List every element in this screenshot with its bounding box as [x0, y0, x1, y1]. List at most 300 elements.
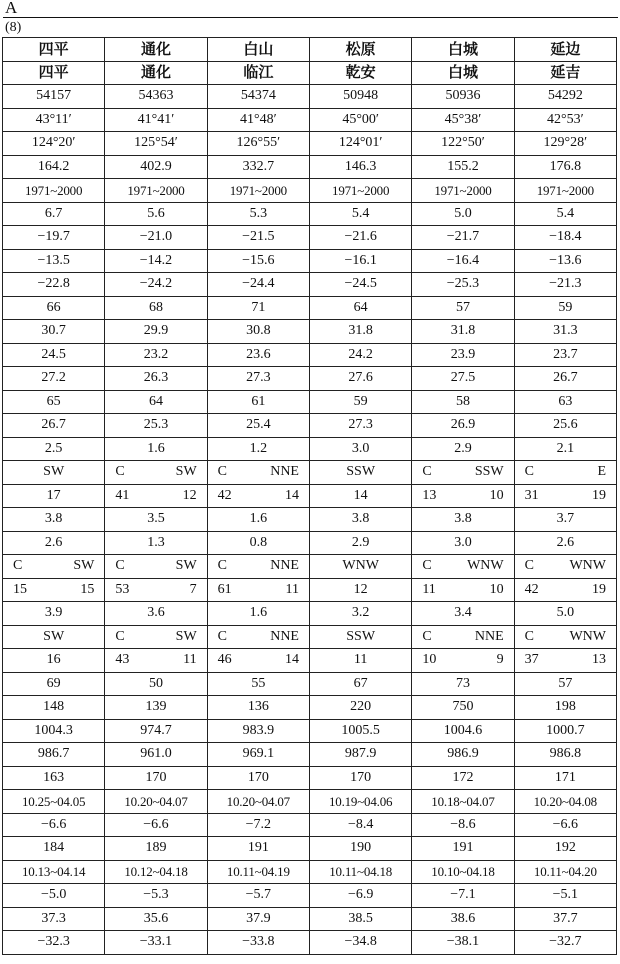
paired-values — [517, 630, 614, 644]
table-cell — [207, 625, 309, 649]
table-cell: 54374 — [207, 85, 309, 109]
table-cell: 191 — [207, 837, 309, 861]
section-label: (8) — [5, 20, 22, 35]
table-cell — [207, 555, 309, 579]
table-cell: 50948 — [309, 85, 411, 109]
paired-values — [107, 559, 204, 573]
cell-part: 43 — [115, 652, 130, 668]
cell-part: C — [422, 464, 432, 480]
table-cell: 59 — [309, 390, 411, 414]
table-cell: 987.9 — [309, 743, 411, 767]
table-cell: 73 — [412, 672, 514, 696]
paired-values — [517, 653, 614, 667]
cell-part: 7 — [189, 581, 197, 597]
table-cell: −5.7 — [207, 884, 309, 908]
table-row — [3, 367, 617, 391]
table-row — [3, 484, 617, 508]
table-body — [3, 38, 617, 955]
table-cell: 通化 — [105, 61, 207, 85]
paired-values — [107, 583, 204, 597]
table-cell: 41°41′ — [105, 108, 207, 132]
table-cell: 25.4 — [207, 414, 309, 438]
paired-values — [414, 559, 511, 573]
table-cell: 61 — [207, 390, 309, 414]
table-cell: SW — [3, 625, 105, 649]
table-cell: 2.5 — [3, 437, 105, 461]
table-cell — [207, 649, 309, 673]
table-cell: 66 — [3, 296, 105, 320]
paired-values — [414, 489, 511, 503]
cell-part: SW — [175, 628, 197, 644]
table-cell — [412, 625, 514, 649]
cell-part: 11 — [183, 652, 197, 668]
table-cell: 969.1 — [207, 743, 309, 767]
table-cell: 2.1 — [514, 437, 616, 461]
paired-values — [517, 583, 614, 597]
table-cell: 220 — [309, 696, 411, 720]
table-cell: 54157 — [3, 85, 105, 109]
table-cell: 176.8 — [514, 155, 616, 179]
cell-part: WNW — [569, 558, 606, 574]
table-cell: 10.20~04.07 — [207, 790, 309, 814]
table-cell: 四平 — [3, 61, 105, 85]
table-cell: 172 — [412, 766, 514, 790]
cell-part: WNW — [569, 628, 606, 644]
table-cell: −38.1 — [412, 931, 514, 955]
table-cell: −14.2 — [105, 249, 207, 273]
table-cell: 38.5 — [309, 907, 411, 931]
table-cell: 3.8 — [412, 508, 514, 532]
paired-values — [5, 559, 102, 573]
table-cell: 10.11~04.19 — [207, 860, 309, 884]
table-cell: 26.3 — [105, 367, 207, 391]
cell-part: 37 — [524, 652, 539, 668]
table-cell: −7.1 — [412, 884, 514, 908]
cell-part: 11 — [422, 581, 436, 597]
table-cell: 1971~2000 — [514, 179, 616, 203]
table-cell: 57 — [412, 296, 514, 320]
cell-part: 10 — [489, 581, 504, 597]
cell-part: 19 — [592, 581, 606, 597]
table-row — [3, 155, 617, 179]
table-cell: 10.19~04.06 — [309, 790, 411, 814]
table-cell: −6.6 — [105, 813, 207, 837]
table-cell: 10.18~04.07 — [412, 790, 514, 814]
table-cell: −33.1 — [105, 931, 207, 955]
table-cell: 1.6 — [207, 508, 309, 532]
table-row — [3, 649, 617, 673]
table-cell: 延吉 — [514, 61, 616, 85]
cell-part: 12 — [182, 487, 197, 503]
table-cell: 146.3 — [309, 155, 411, 179]
table-cell: 986.8 — [514, 743, 616, 767]
table-cell: 126°55′ — [207, 132, 309, 156]
table-cell: 50936 — [412, 85, 514, 109]
table-cell: 65 — [3, 390, 105, 414]
table-cell: 27.3 — [309, 414, 411, 438]
cell-part: 46 — [217, 652, 232, 668]
cell-part: C — [217, 558, 227, 574]
table-cell: −5.1 — [514, 884, 616, 908]
table-cell: −21.0 — [105, 226, 207, 250]
table-cell: 31.3 — [514, 320, 616, 344]
table-cell: −7.2 — [207, 813, 309, 837]
table-cell: 170 — [309, 766, 411, 790]
table-cell: 5.4 — [309, 202, 411, 226]
table-row — [3, 625, 617, 649]
table-row — [3, 578, 617, 602]
table-row — [3, 61, 617, 85]
cell-part: 42 — [217, 487, 232, 503]
cell-part: C — [422, 558, 432, 574]
table-cell — [412, 578, 514, 602]
table-cell: 54363 — [105, 85, 207, 109]
corner-label: A — [5, 0, 18, 17]
table-cell: 3.4 — [412, 602, 514, 626]
table-cell: 2.6 — [514, 531, 616, 555]
cell-part: NNE — [270, 628, 299, 644]
table-cell: 57 — [514, 672, 616, 696]
table-row — [3, 343, 617, 367]
table-cell: −16.1 — [309, 249, 411, 273]
table-cell: 5.4 — [514, 202, 616, 226]
table-cell: 12 — [309, 578, 411, 602]
table-cell: −16.4 — [412, 249, 514, 273]
table-cell: 58 — [412, 390, 514, 414]
table-cell: 1.2 — [207, 437, 309, 461]
table-cell: 3.5 — [105, 508, 207, 532]
table-cell — [3, 555, 105, 579]
table-cell: 27.3 — [207, 367, 309, 391]
table-cell: 974.7 — [105, 719, 207, 743]
table-cell: 23.6 — [207, 343, 309, 367]
table-cell: 10.11~04.18 — [309, 860, 411, 884]
table-cell: 23.9 — [412, 343, 514, 367]
table-cell: 30.8 — [207, 320, 309, 344]
table-row — [3, 296, 617, 320]
table-cell: 10.11~04.20 — [514, 860, 616, 884]
paired-values — [414, 653, 511, 667]
table-row — [3, 390, 617, 414]
paired-values — [107, 653, 204, 667]
table-cell — [514, 555, 616, 579]
table-cell — [514, 578, 616, 602]
cell-part: C — [524, 464, 534, 480]
table-row — [3, 249, 617, 273]
table-cell: 402.9 — [105, 155, 207, 179]
table-cell — [412, 555, 514, 579]
table-cell: 24.2 — [309, 343, 411, 367]
table-cell: −5.0 — [3, 884, 105, 908]
paired-values — [5, 583, 102, 597]
table-row — [3, 85, 617, 109]
table-cell: 23.7 — [514, 343, 616, 367]
paired-values — [107, 630, 204, 644]
cell-part: 31 — [524, 487, 539, 503]
table-cell: 30.7 — [3, 320, 105, 344]
table-cell: −18.4 — [514, 226, 616, 250]
cell-part: SSW — [474, 464, 504, 480]
table-cell: SSW — [309, 461, 411, 485]
table-cell: −24.4 — [207, 273, 309, 297]
table-cell: 3.7 — [514, 508, 616, 532]
cell-part: NNE — [270, 464, 299, 480]
table-cell: 白城 — [412, 61, 514, 85]
table-row — [3, 672, 617, 696]
table-cell: −13.6 — [514, 249, 616, 273]
table-cell: 125°54′ — [105, 132, 207, 156]
table-cell: 67 — [309, 672, 411, 696]
table-cell: 42°53′ — [514, 108, 616, 132]
table-cell: 17 — [3, 484, 105, 508]
table-row — [3, 273, 617, 297]
table-row — [3, 437, 617, 461]
table-cell: 26.9 — [412, 414, 514, 438]
table-cell: 16 — [3, 649, 105, 673]
cell-part: C — [115, 464, 125, 480]
cell-part: C — [13, 558, 23, 574]
table-cell: 6.7 — [3, 202, 105, 226]
table-row — [3, 179, 617, 203]
table-cell: 25.3 — [105, 414, 207, 438]
table-cell: 750 — [412, 696, 514, 720]
table-cell — [412, 484, 514, 508]
table-cell: 68 — [105, 296, 207, 320]
table-cell: 986.9 — [412, 743, 514, 767]
table-cell: −6.6 — [3, 813, 105, 837]
table-cell: −8.6 — [412, 813, 514, 837]
table-cell: −8.4 — [309, 813, 411, 837]
table-cell: 5.3 — [207, 202, 309, 226]
paired-values — [210, 559, 307, 573]
table-cell: 1.6 — [207, 602, 309, 626]
table-cell: 24.5 — [3, 343, 105, 367]
table-cell: 1971~2000 — [105, 179, 207, 203]
table-cell: 10.20~04.07 — [105, 790, 207, 814]
table-cell: 31.8 — [309, 320, 411, 344]
table-cell: 白山 — [207, 38, 309, 62]
table-cell: 11 — [309, 649, 411, 673]
table-cell: 10.12~04.18 — [105, 860, 207, 884]
table-cell: 184 — [3, 837, 105, 861]
table-cell: −21.3 — [514, 273, 616, 297]
cell-part: 15 — [13, 581, 27, 597]
cell-part: C — [115, 628, 125, 644]
table-cell: 3.2 — [309, 602, 411, 626]
table-cell: 5.0 — [412, 202, 514, 226]
table-row — [3, 108, 617, 132]
table-cell: 155.2 — [412, 155, 514, 179]
table-cell: 1005.5 — [309, 719, 411, 743]
table-cell: 986.7 — [3, 743, 105, 767]
table-cell: 189 — [105, 837, 207, 861]
table-cell: 35.6 — [105, 907, 207, 931]
table-cell: 45°38′ — [412, 108, 514, 132]
table-cell: 0.8 — [207, 531, 309, 555]
table-cell: 白城 — [412, 38, 514, 62]
table-cell: 26.7 — [514, 367, 616, 391]
table-cell: −21.6 — [309, 226, 411, 250]
table-cell: 10.10~04.18 — [412, 860, 514, 884]
table-cell: 198 — [514, 696, 616, 720]
table-cell: 45°00′ — [309, 108, 411, 132]
table-cell: 41°48′ — [207, 108, 309, 132]
cell-part: SW — [73, 558, 95, 574]
cell-part: 10 — [422, 652, 437, 668]
table-row — [3, 743, 617, 767]
table-cell: −19.7 — [3, 226, 105, 250]
table-row — [3, 414, 617, 438]
table-cell: 38.6 — [412, 907, 514, 931]
table-cell: 26.7 — [3, 414, 105, 438]
table-row — [3, 860, 617, 884]
table-cell: −32.3 — [3, 931, 105, 955]
table-cell: 163 — [3, 766, 105, 790]
table-cell: 50 — [105, 672, 207, 696]
table-row — [3, 813, 617, 837]
table-cell: 1.3 — [105, 531, 207, 555]
table-row — [3, 555, 617, 579]
table-cell: 3.6 — [105, 602, 207, 626]
cell-part: 19 — [592, 487, 606, 503]
cell-part: 13 — [422, 487, 437, 503]
table-cell — [105, 649, 207, 673]
paired-values — [107, 465, 204, 479]
cell-part: 10 — [489, 487, 504, 503]
data-table — [2, 37, 617, 955]
table-cell: 14 — [309, 484, 411, 508]
cell-part: NNE — [474, 628, 504, 644]
table-row — [3, 766, 617, 790]
table-cell: 25.6 — [514, 414, 616, 438]
table-cell: 2.9 — [309, 531, 411, 555]
table-cell: 192 — [514, 837, 616, 861]
table-cell: 29.9 — [105, 320, 207, 344]
table-cell: 1971~2000 — [207, 179, 309, 203]
table-cell: 3.8 — [3, 508, 105, 532]
table-cell: −15.6 — [207, 249, 309, 273]
table-cell: 3.0 — [309, 437, 411, 461]
paired-values — [107, 489, 204, 503]
table-cell: −25.3 — [412, 273, 514, 297]
table-row — [3, 884, 617, 908]
table-row — [3, 837, 617, 861]
table-cell: 临江 — [207, 61, 309, 85]
cell-part: 11 — [285, 581, 299, 597]
cell-part: 9 — [496, 652, 504, 668]
table-cell: 71 — [207, 296, 309, 320]
table-cell: 3.8 — [309, 508, 411, 532]
cell-part: C — [115, 558, 125, 574]
table-cell: 983.9 — [207, 719, 309, 743]
table-cell: 松原 — [309, 38, 411, 62]
table-cell — [514, 484, 616, 508]
table-cell: −34.8 — [309, 931, 411, 955]
cell-part: WNW — [467, 558, 504, 574]
table-cell: 54292 — [514, 85, 616, 109]
table-cell: SSW — [309, 625, 411, 649]
table-cell: 1004.6 — [412, 719, 514, 743]
cell-part: E — [597, 464, 606, 480]
table-cell — [207, 461, 309, 485]
table-cell: −13.5 — [3, 249, 105, 273]
table-cell: 10.25~04.05 — [3, 790, 105, 814]
cell-part: 14 — [284, 487, 299, 503]
table-cell: 37.7 — [514, 907, 616, 931]
table-cell: 139 — [105, 696, 207, 720]
table-cell: −21.7 — [412, 226, 514, 250]
table-cell: 129°28′ — [514, 132, 616, 156]
paired-values — [414, 630, 511, 644]
paired-values — [517, 559, 614, 573]
table-row — [3, 696, 617, 720]
cell-part: 15 — [80, 581, 95, 597]
table-cell: 1971~2000 — [412, 179, 514, 203]
table-cell: 55 — [207, 672, 309, 696]
table-cell — [3, 578, 105, 602]
cell-part: C — [217, 628, 227, 644]
table-cell — [514, 649, 616, 673]
cell-part: SW — [175, 464, 197, 480]
table-cell: 148 — [3, 696, 105, 720]
table-cell: 1000.7 — [514, 719, 616, 743]
table-cell: 961.0 — [105, 743, 207, 767]
table-cell: 170 — [105, 766, 207, 790]
table-cell — [412, 461, 514, 485]
table-cell: 124°20′ — [3, 132, 105, 156]
cell-part: 53 — [115, 581, 130, 597]
table-cell: −5.3 — [105, 884, 207, 908]
table-cell: 3.9 — [3, 602, 105, 626]
table-cell: 延边 — [514, 38, 616, 62]
table-cell: 乾安 — [309, 61, 411, 85]
paired-values — [414, 583, 511, 597]
table-cell: 27.6 — [309, 367, 411, 391]
table-cell: 122°50′ — [412, 132, 514, 156]
table-row — [3, 132, 617, 156]
table-row — [3, 202, 617, 226]
table-cell: 43°11′ — [3, 108, 105, 132]
table-cell — [514, 461, 616, 485]
cell-part: 61 — [217, 581, 232, 597]
table-cell — [207, 484, 309, 508]
table-cell — [514, 625, 616, 649]
paired-values — [517, 489, 614, 503]
cell-part: 42 — [524, 581, 539, 597]
table-cell: 四平 — [3, 38, 105, 62]
table-row — [3, 907, 617, 931]
table-cell: 64 — [105, 390, 207, 414]
table-row — [3, 531, 617, 555]
table-cell: −24.2 — [105, 273, 207, 297]
table-cell: 171 — [514, 766, 616, 790]
table-cell: 5.0 — [514, 602, 616, 626]
table-cell: −32.7 — [514, 931, 616, 955]
cell-part: SW — [175, 558, 197, 574]
table-cell: SW — [3, 461, 105, 485]
table-cell: 23.2 — [105, 343, 207, 367]
table-cell — [105, 484, 207, 508]
paired-values — [210, 653, 307, 667]
table-row — [3, 320, 617, 344]
table-cell — [105, 578, 207, 602]
table-cell: 通化 — [105, 38, 207, 62]
cell-part: 13 — [592, 652, 606, 668]
table-cell: 3.0 — [412, 531, 514, 555]
table-cell: 1971~2000 — [309, 179, 411, 203]
table-row — [3, 790, 617, 814]
table-cell: 63 — [514, 390, 616, 414]
